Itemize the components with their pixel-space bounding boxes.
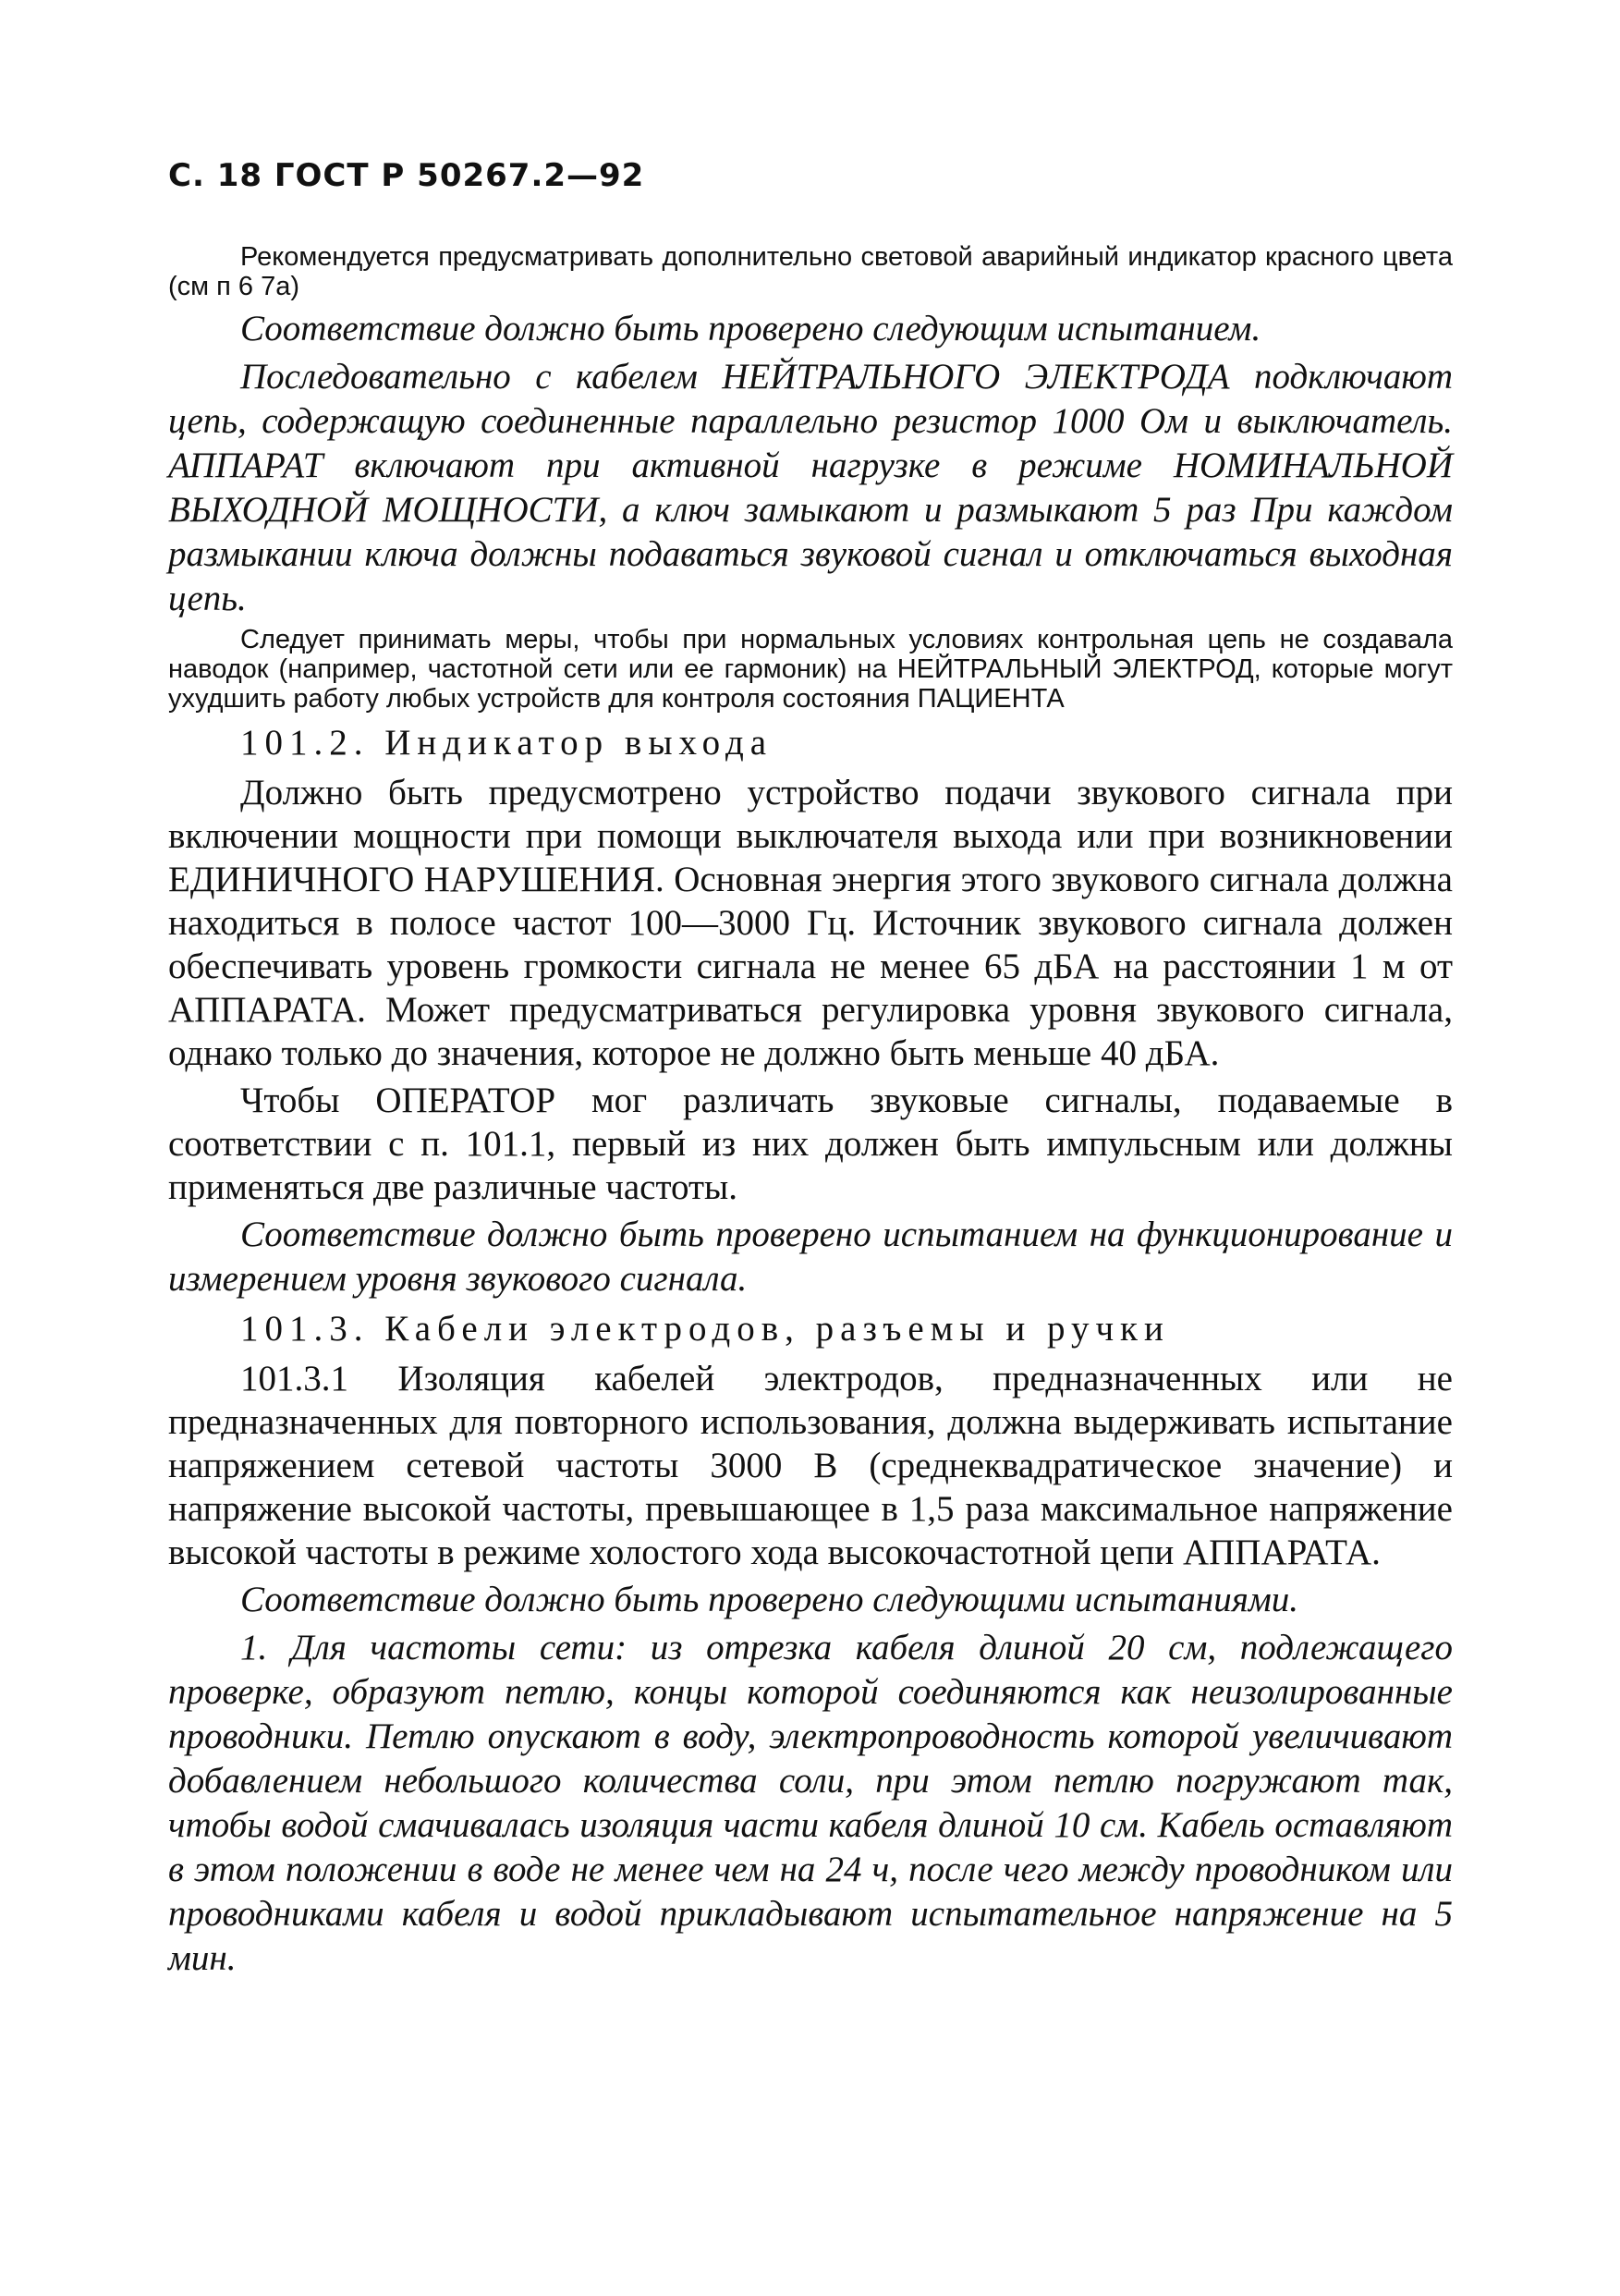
section-text-101-3-1: 101.3.1 Изоляция кабелей электродов, предназначенных или не предназначенных для повторного использования, должна выдерживать испытание напряжением сетевой частоты 3000 В (среднеквадратическое значение) и напряжение высокой частоты, превышающее в 1,5 раза максимальное напряжение высокой частоты в режиме холостого хода высокочастотной цепи АППАРАТА. [168, 1359, 1453, 1572]
section-text-101-2-a: Должно быть предусмотрено устройство подачи звукового сигнала при включении мощности при помощи выключателя выхода или при возникновении ЕДИНИЧНОГО НАРУШЕНИЯ. Основная энергия этого звукового сигнала должна находиться в полосе частот 100—3000 Гц. Источник звукового сигнала должен обеспечивать уровень громкости сигнала не менее 65 дБА на расстоянии 1 м от АППАРАТА. Может предусматриваться регулировка уровня звукового сигнала, однако только до значения, которое не должно быть меньше 40 дБА. [168, 773, 1453, 1073]
section-heading-101-3: 101.3. Кабели электродов, разъемы и ручки [240, 1309, 1170, 1349]
measures-note: Следует принимать меры, чтобы при нормальных условиях контрольная цепь не создавала наводок (например, частотной сети или ее гармоник) на НЕЙТРАЛЬНЫЙ ЭЛЕКТРОД, которые могут ухудшить работу любых устройств для контроля состояния ПАЦИЕНТА [168, 625, 1453, 714]
compliance-statement-3: Соответствие должно быть проверено следующими испытаниями. [240, 1580, 1298, 1619]
compliance-statement-2: Соответствие должно быть проверено испытанием на функционирование и измерением уровня звукового сигнала. [168, 1215, 1453, 1299]
compliance-statement-1: Соответствие должно быть проверено следующим испытанием. [240, 309, 1261, 348]
page-header: С. 18 ГОСТ Р 50267.2—92 [168, 157, 645, 194]
section-text-101-2-b: Чтобы ОПЕРАТОР мог различать звуковые сигналы, подаваемые в соответствии с п. 101.1, первый из них должен быть импульсным или должны применяться две различные частоты. [168, 1081, 1453, 1207]
test-procedure-item-1: 1. Для частоты сети: из отрезка кабеля длиной 20 см, подлежащего проверке, образуют петлю, концы которой соединяются как неизолированные проводники. Петлю опускают в воду, электропроводность которой увеличивают добавлением небольшого количества соли, при этом петлю погружают так, чтобы водой смачивалась изоляция части кабеля длиной 10 см. Кабель оставляют в этом положении в воде не менее чем на 24 ч, после чего между проводником или проводниками кабеля и водой прикладывают испытательное напряжение на 5 мин. [168, 1628, 1453, 1978]
document-body [168, 242, 1453, 1985]
test-procedure-1: Последовательно с кабелем НЕЙТРАЛЬНОГО ЭЛЕКТРОДА подключают цепь, содержащую соединенные параллельно резистор 1000 Ом и выключатель. АППАРАТ включают при активной нагрузке в режиме НОМИНАЛЬНОЙ ВЫХОДНОЙ МОЩНОСТИ, а ключ замыкают и размыкают 5 раз При каждом размыкании ключа должны подаваться звуковой сигнал и отключаться выходная цепь. [168, 357, 1453, 618]
section-heading-101-2: 101.2. Индикатор выхода [240, 723, 773, 763]
recommendation-note: Рекомендуется предусматривать дополнительно световой аварийный индикатор красного цвета (см п 6 7а) [168, 242, 1453, 301]
